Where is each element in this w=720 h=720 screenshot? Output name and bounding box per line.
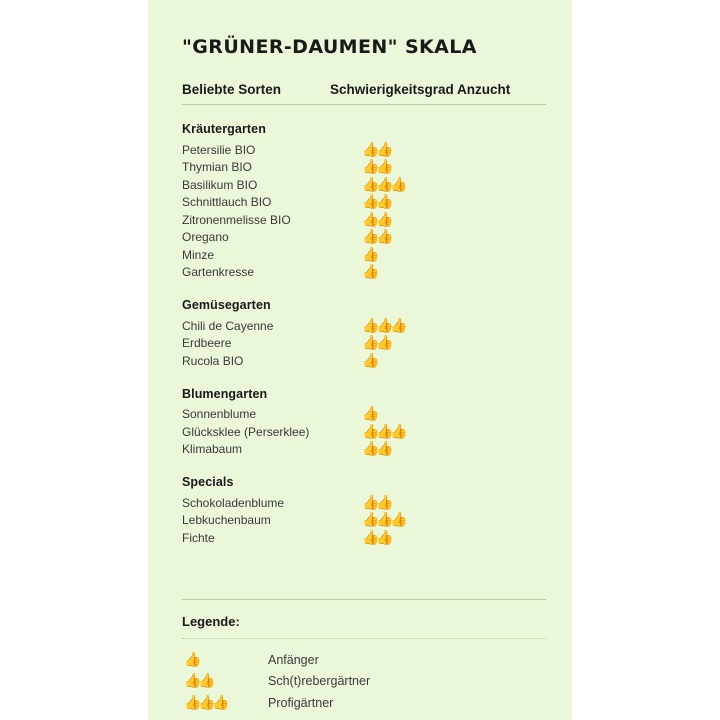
- info-card: [148, 0, 572, 720]
- thumbs-up-icon: 👍: [362, 159, 380, 176]
- thumbs-up-icon: 👍: [362, 194, 380, 211]
- difficulty-rating: [362, 317, 408, 334]
- table-row: [182, 529, 546, 547]
- variety-label: Thymian BIO: [182, 160, 253, 175]
- thumbs-up-icon: 👍: [212, 694, 230, 711]
- thumbs-up-icon: 👍: [362, 264, 380, 281]
- thumbs-up-icon: 👍: [376, 159, 394, 176]
- legend-label: Anfänger: [268, 652, 319, 667]
- variety-label: Rucola BIO: [182, 353, 244, 368]
- card-content: [182, 28, 546, 712]
- category-title: Kräutergarten: [182, 122, 266, 136]
- variety-label: Gartenkresse: [182, 265, 255, 280]
- variety-label: Schnittlauch BIO: [182, 195, 272, 210]
- thumbs-up-icon: 👍: [376, 176, 394, 193]
- thumbs-up-icon: 👍: [184, 673, 202, 690]
- variety-label: Lebkuchenbaum: [182, 513, 271, 528]
- legend-rating: [182, 653, 268, 667]
- thumbs-up-icon: 👍: [376, 441, 394, 458]
- category-group: [182, 387, 546, 459]
- variety-label: Zitronenmelisse BIO: [182, 212, 291, 227]
- table-row: [182, 423, 546, 441]
- difficulty-rating: [362, 211, 394, 228]
- thumbs-up-icon: 👍: [390, 317, 408, 334]
- variety-label: Minze: [182, 247, 215, 262]
- difficulty-rating: [362, 264, 380, 281]
- legend-item: [182, 694, 546, 713]
- legend-label: Sch(t)rebergärtner: [268, 674, 371, 689]
- table-row: [182, 229, 546, 247]
- difficulty-rating: [362, 335, 394, 352]
- category-group: [182, 475, 546, 547]
- thumbs-up-icon: 👍: [376, 317, 394, 334]
- table-row: [182, 194, 546, 212]
- thumbs-up-icon: 👍: [362, 176, 380, 193]
- page-title: "GRÜNER-DAUMEN" SKALA: [182, 36, 477, 58]
- table-row: [182, 406, 546, 424]
- thumbs-up-icon: 👍: [376, 423, 394, 440]
- thumbs-up-icon: 👍: [376, 194, 394, 211]
- difficulty-rating: [362, 246, 380, 263]
- table-row: [182, 512, 546, 530]
- thumbs-up-icon: 👍: [362, 211, 380, 228]
- legend-divider: [182, 638, 546, 639]
- thumbs-up-icon: 👍: [376, 494, 394, 511]
- thumbs-up-icon: 👍: [184, 651, 202, 668]
- column-header-difficulty: Schwierigkeitsgrad Anzucht: [330, 82, 511, 97]
- table-row: [182, 246, 546, 264]
- difficulty-rating: [362, 229, 394, 246]
- legend-rating: [182, 674, 268, 688]
- difficulty-rating: [362, 176, 408, 193]
- difficulty-rating: [362, 352, 380, 369]
- difficulty-rating: [362, 494, 394, 511]
- table-row: [182, 264, 546, 282]
- legend-label: Profigärtner: [268, 695, 334, 710]
- legend-rows: [182, 651, 546, 713]
- difficulty-rating: [362, 512, 408, 529]
- thumbs-up-icon: 👍: [362, 141, 380, 158]
- thumbs-up-icon: 👍: [362, 352, 380, 369]
- thumbs-up-icon: 👍: [376, 229, 394, 246]
- variety-label: Fichte: [182, 530, 215, 545]
- thumbs-up-icon: 👍: [362, 229, 380, 246]
- thumbs-up-icon: 👍: [362, 441, 380, 458]
- variety-label: Oregano: [182, 230, 229, 245]
- thumbs-up-icon: 👍: [390, 423, 408, 440]
- thumbs-up-icon: 👍: [362, 406, 380, 423]
- legend-item: [182, 672, 546, 691]
- difficulty-rating: [362, 529, 394, 546]
- table-header: [182, 82, 546, 105]
- variety-label: Basilikum BIO: [182, 177, 258, 192]
- thumbs-up-icon: 👍: [362, 494, 380, 511]
- table-row: [182, 441, 546, 459]
- thumbs-up-icon: 👍: [184, 694, 202, 711]
- thumbs-up-icon: 👍: [362, 512, 380, 529]
- thumbs-up-icon: 👍: [376, 141, 394, 158]
- thumbs-up-icon: 👍: [390, 176, 408, 193]
- category-group: [182, 298, 546, 370]
- thumbs-up-icon: 👍: [362, 246, 380, 263]
- table-row: [182, 494, 546, 512]
- thumbs-up-icon: 👍: [376, 512, 394, 529]
- group-list: [182, 122, 546, 547]
- thumbs-up-icon: 👍: [376, 529, 394, 546]
- category-title: Specials: [182, 475, 234, 489]
- legend-rating: [182, 696, 268, 710]
- thumbs-up-icon: 👍: [362, 423, 380, 440]
- table-row: [182, 141, 546, 159]
- table-row: [182, 211, 546, 229]
- category-title: Blumengarten: [182, 386, 268, 401]
- variety-label: Sonnenblume: [182, 407, 257, 422]
- thumbs-up-icon: 👍: [376, 211, 394, 228]
- thumbs-up-icon: 👍: [198, 673, 216, 690]
- table-row: [182, 159, 546, 177]
- variety-label: Chili de Cayenne: [182, 318, 274, 333]
- variety-label: Glücksklee (Perserklee): [182, 424, 310, 439]
- difficulty-rating: [362, 141, 394, 158]
- table-row: [182, 352, 546, 370]
- column-header-varieties: Beliebte Sorten: [182, 82, 282, 97]
- difficulty-rating: [362, 194, 394, 211]
- difficulty-rating: [362, 406, 380, 423]
- variety-label: Petersilie BIO: [182, 142, 256, 157]
- table-row: [182, 317, 546, 335]
- legend-title: Legende:: [182, 613, 240, 629]
- category-title: Gemüsegarten: [182, 298, 271, 312]
- variety-label: Schokoladenblume: [182, 495, 285, 510]
- thumbs-up-icon: 👍: [390, 512, 408, 529]
- thumbs-up-icon: 👍: [362, 529, 380, 546]
- legend-item: [182, 651, 546, 670]
- variety-label: Erdbeere: [182, 336, 232, 351]
- difficulty-rating: [362, 423, 408, 440]
- category-group: [182, 122, 546, 281]
- thumbs-up-icon: 👍: [376, 335, 394, 352]
- thumbs-up-icon: 👍: [198, 694, 216, 711]
- thumbs-up-icon: 👍: [362, 335, 380, 352]
- difficulty-rating: [362, 441, 394, 458]
- variety-label: Klimabaum: [182, 442, 243, 457]
- difficulty-rating: [362, 159, 394, 176]
- thumbs-up-icon: 👍: [362, 317, 380, 334]
- legend-section: [182, 599, 546, 713]
- table-row: [182, 176, 546, 194]
- table-row: [182, 335, 546, 353]
